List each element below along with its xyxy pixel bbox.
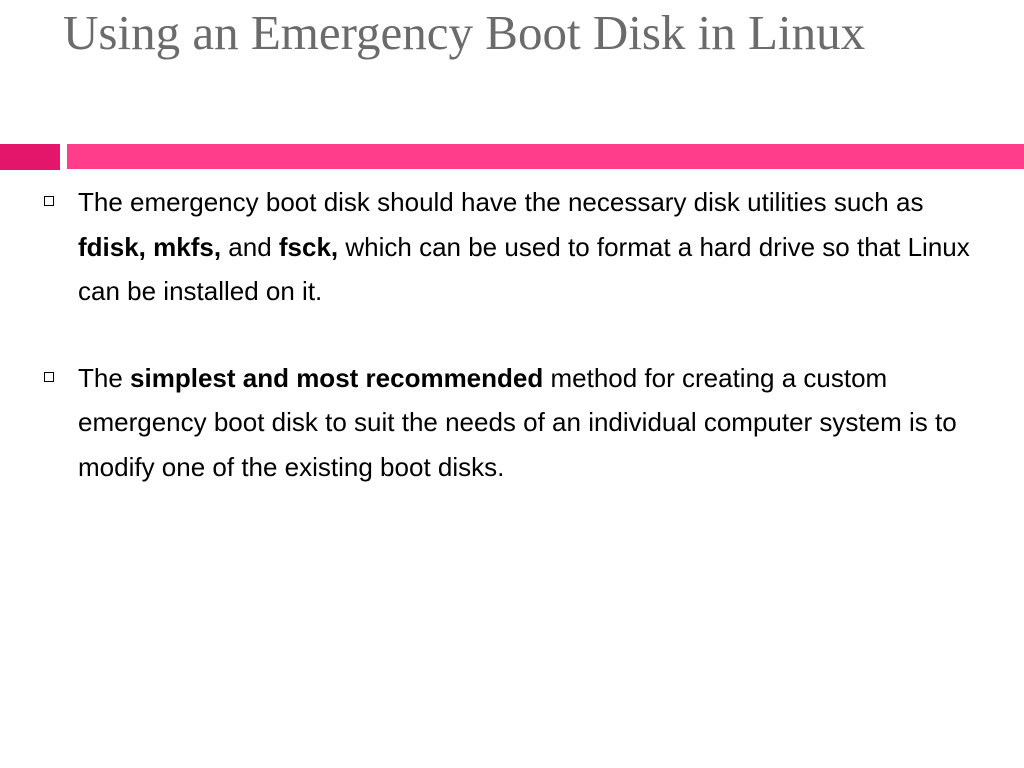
bullet-list [0,180,1024,489]
bullet-text: which can be used to format a hard drive so that Linux can be installed on it. [78,231,970,306]
title-divider-accent-left [0,144,60,170]
bullet-bold-text: simplest and most recommended [130,362,544,393]
bullet-item-disk-utilities [0,180,1024,314]
bullet-text: method for creating a custom emergency boot disk to suit the needs of an individual computer system is to modify one of the existing boot disks. [78,362,957,482]
slide-title: Using an Emergency Boot Disk in Linux [63,5,866,60]
title-divider-accent-right [67,144,1024,169]
bullet-text: The emergency boot disk should have the necessary disk utilities such as [78,187,924,217]
square-bullet-icon [44,372,54,382]
bullet-bold-text: fdisk, mkfs, [78,231,222,262]
bullet-text: and [221,231,279,262]
bullet-bold-text: fsck, [278,231,339,262]
bullet-text: The [78,362,131,393]
bullet-item-recommended-method [0,356,1024,490]
square-bullet-icon [44,196,54,206]
